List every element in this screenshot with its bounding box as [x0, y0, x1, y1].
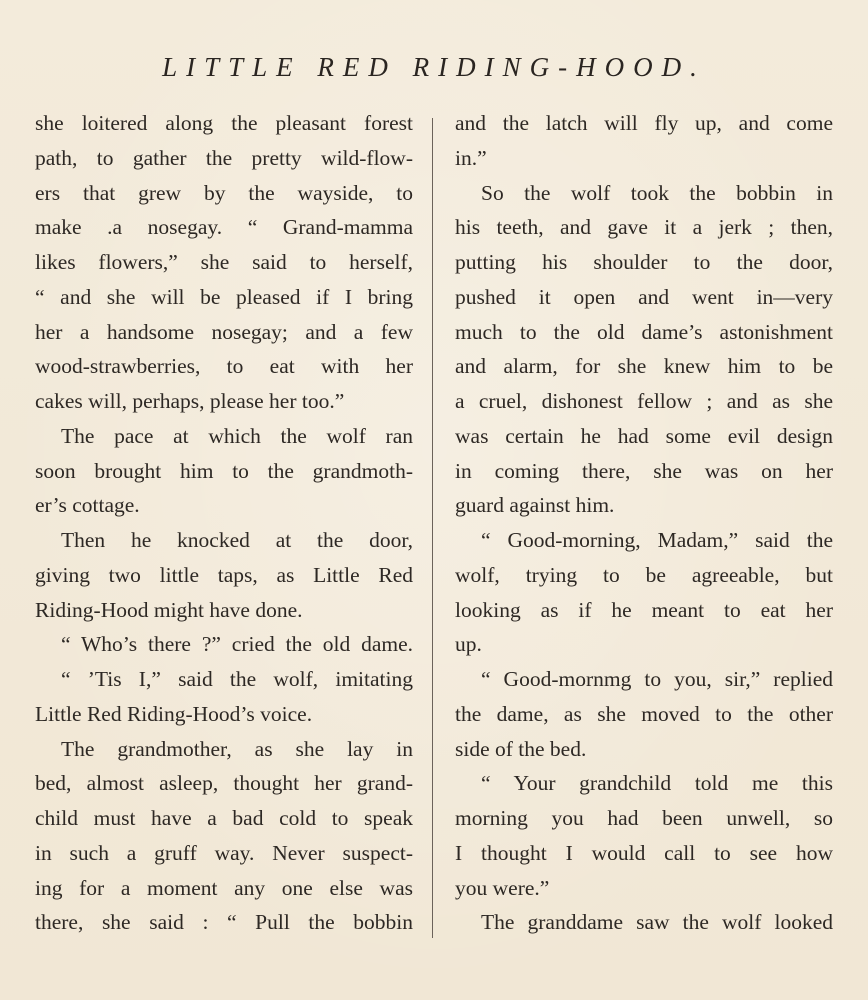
- text-line: “ Good-morning, Madam,” said the: [481, 528, 833, 552]
- text-line: her a handsome nosegay; and a few: [35, 319, 413, 344]
- text-line: in coming there, she was on her: [455, 458, 833, 483]
- text-line: path, to gather the pretty wild-flow-: [35, 145, 413, 170]
- column-divider: [432, 118, 433, 938]
- running-head: LITTLE RED RIDING-HOOD.: [162, 52, 706, 82]
- text-line: she loitered along the pleasant forest: [35, 111, 413, 135]
- text-line: guard against him.: [455, 493, 615, 518]
- text-line: in such a gruff way. Never suspect-: [35, 840, 413, 865]
- text-line: up.: [455, 632, 482, 657]
- text-line: was certain he had some evil design: [455, 423, 833, 448]
- text-line: The pace at which the wolf ran: [61, 423, 413, 448]
- text-line: in.”: [455, 145, 487, 170]
- text-line: wood-strawberries, to eat with her: [35, 354, 413, 379]
- text-line: morning you had been unwell, so: [455, 806, 833, 830]
- text-line: the dame, as she moved to the other: [455, 701, 833, 726]
- text-line: there, she said : “ Pull the bobbin: [35, 910, 413, 935]
- text-line: putting his shoulder to the door,: [455, 250, 833, 274]
- text-line: much to the old dame’s astonishment: [455, 319, 833, 344]
- text-line: you were.”: [455, 875, 550, 900]
- text-line: bed, almost asleep, thought her grand-: [35, 771, 413, 796]
- text-line: er’s cottage.: [35, 493, 140, 518]
- text-line: his teeth, and gave it a jerk ; then,: [455, 215, 833, 240]
- text-line: “ and she will be pleased if I bring: [35, 284, 413, 309]
- text-line: Riding-Hood might have done.: [35, 597, 303, 622]
- text-line: “ Your grandchild told me this: [481, 771, 833, 796]
- text-line: soon brought him to the grandmoth-: [35, 458, 413, 483]
- text-line: a cruel, dishonest fellow ; and as she: [455, 389, 833, 413]
- text-line: giving two little taps, as Little Red: [35, 562, 413, 587]
- text-line: Little Red Riding-Hood’s voice.: [35, 701, 313, 726]
- text-line: side of the bed.: [455, 736, 587, 761]
- text-line: and alarm, for she knew him to be: [455, 354, 833, 379]
- text-line: “ Who’s there ?” cried the old dame.: [61, 632, 413, 657]
- text-line: cakes will, perhaps, please her too.”: [35, 389, 345, 413]
- text-line: ers that grew by the wayside, to: [35, 180, 413, 205]
- text-line: So the wolf took the bobbin in: [481, 180, 833, 205]
- text-line: and the latch will fly up, and come: [455, 111, 833, 135]
- text-line: “ ’Tis I,” said the wolf, imitating: [61, 667, 413, 691]
- text-line: The granddame saw the wolf looked: [481, 910, 833, 935]
- text-line: The grandmother, as she lay in: [61, 736, 413, 761]
- text-line: wolf, trying to be agreeable, but: [455, 562, 833, 587]
- text-line: ing for a moment any one else was: [35, 875, 413, 900]
- text-line: Then he knocked at the door,: [61, 528, 413, 552]
- right-column: [455, 106, 833, 940]
- text-line: pushed it open and went in—very: [455, 284, 833, 309]
- text-line: I thought I would call to see how: [455, 840, 833, 865]
- text-line: “ Good-mornmg to you, sir,” replied: [481, 667, 833, 691]
- text-line: make .a nosegay. “ Grand-mamma: [35, 215, 413, 240]
- text-line: looking as if he meant to eat her: [455, 597, 833, 622]
- left-column: [35, 106, 413, 940]
- text-line: child must have a bad cold to speak: [35, 806, 413, 830]
- text-line: likes flowers,” she said to herself,: [35, 250, 413, 274]
